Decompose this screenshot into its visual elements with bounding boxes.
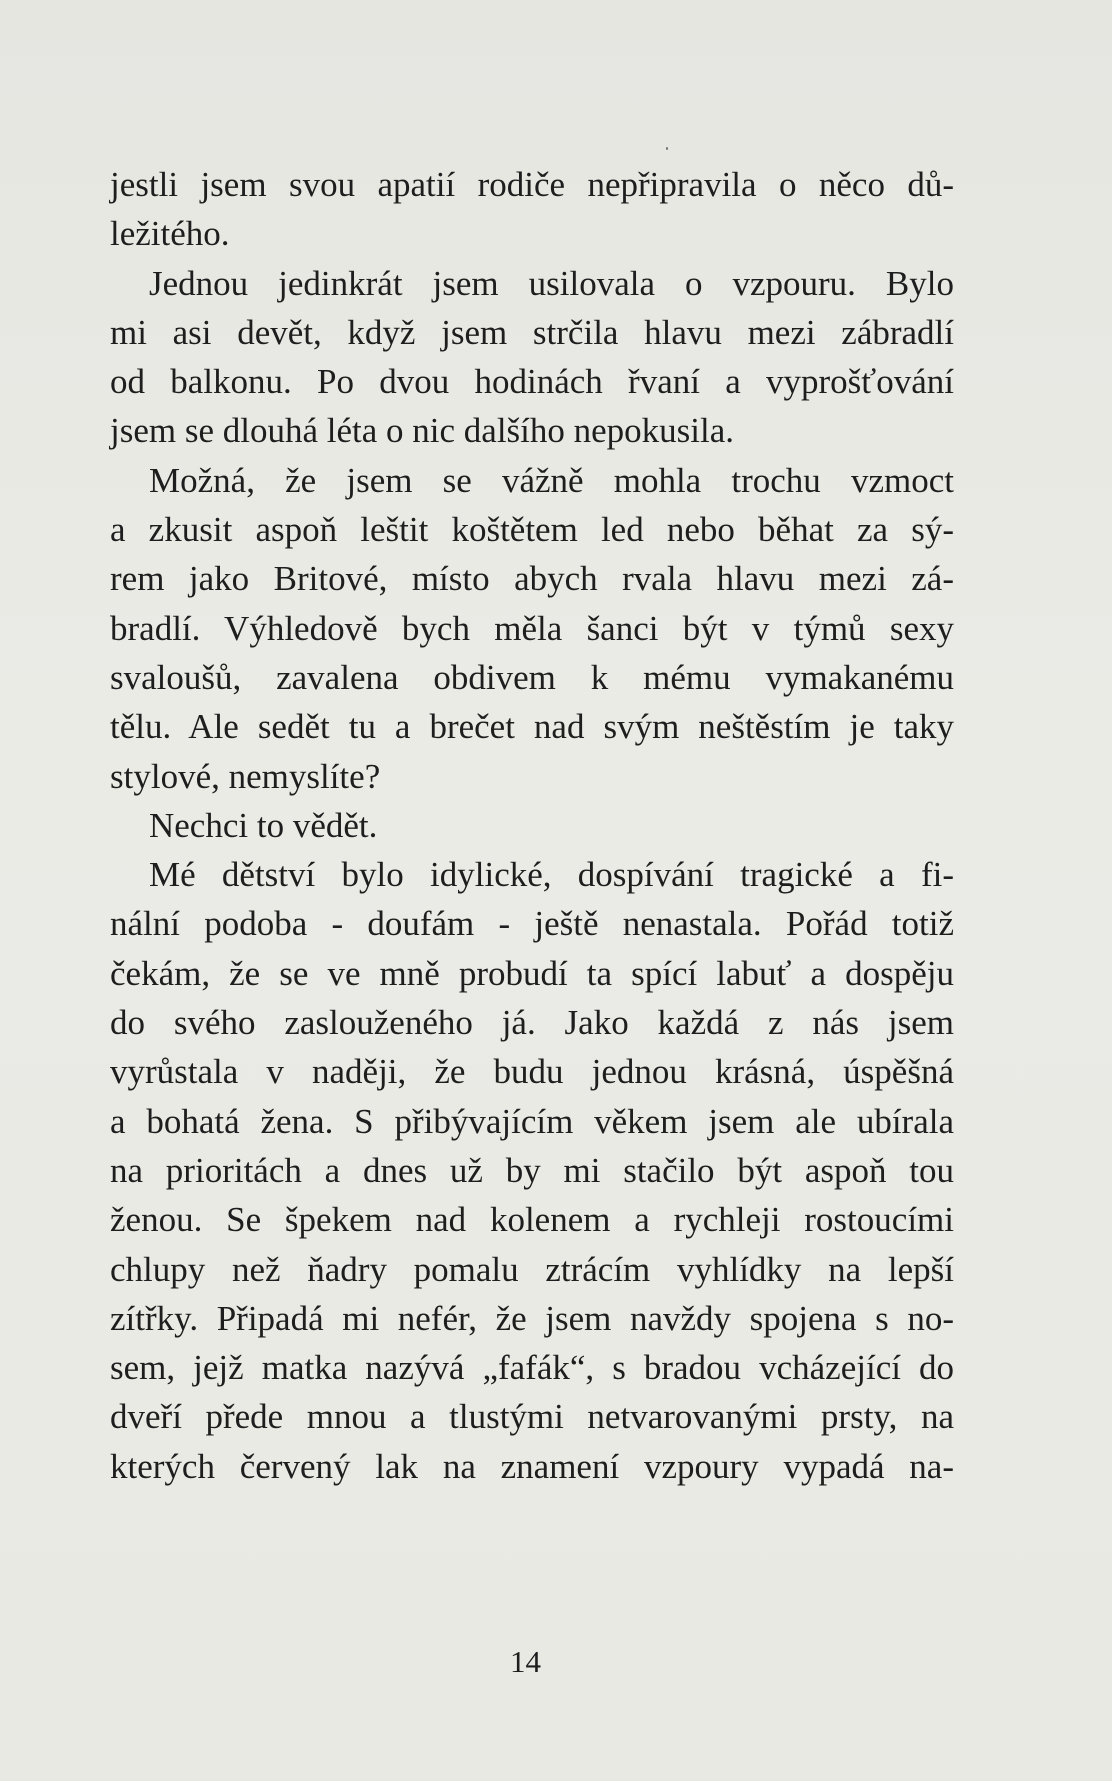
text-line: ležitého.: [110, 214, 230, 254]
text-line: na prioritách a dnes už by mi stačilo být aspoň tou: [110, 1150, 954, 1190]
paper-speck: [666, 147, 668, 150]
text-line: Mé dětství bylo idylické, dospívání tragické a fi-: [149, 855, 954, 895]
text-line: tělu. Ale sedět tu a brečet nad svým neštěstím je taky: [110, 707, 954, 747]
text-line: od balkonu. Po dvou hodinách řvaní a vyprošťování: [110, 362, 954, 402]
body-text: [110, 160, 954, 1491]
text-line: zítřky. Připadá mi nefér, že jsem navždy spojena s no-: [110, 1298, 954, 1338]
text-line: dveří přede mnou a tlustými netvarovanými prsty, na: [110, 1397, 954, 1437]
text-line: sem, jejž matka nazývá „fafák“, s bradou vcházející do: [110, 1348, 954, 1388]
text-line: vyrůstala v naději, že budu jednou krásná, úspěšná: [110, 1052, 954, 1092]
text-line: Možná, že jsem se vážně mohla trochu vzmoct: [149, 460, 954, 500]
text-line: chlupy než ňadry pomalu ztrácím vyhlídky na lepší: [110, 1249, 954, 1289]
text-line: ženou. Se špekem nad kolenem a rychleji rostoucími: [110, 1200, 954, 1240]
text-line: jestli jsem svou apatií rodiče nepřipravila o něco dů-: [110, 165, 954, 204]
text-line: nální podoba - doufám - ještě nenastala. Pořád totiž: [110, 904, 954, 944]
text-line: bradlí. Výhledově bych měla šanci být v týmů sexy: [110, 608, 954, 648]
text-line: stylové, nemyslíte?: [110, 756, 381, 796]
text-line: Jednou jedinkrát jsem usilovala o vzpouru. Bylo: [149, 263, 954, 303]
page-number: 14: [510, 1644, 541, 1679]
text-line: kterých červený lak na znamení vzpoury vypadá na-: [110, 1446, 954, 1486]
text-line: rem jako Britové, místo abych rvala hlavu mezi zá-: [110, 559, 954, 599]
text-line: mi asi devět, když jsem strčila hlavu mezi zábradlí: [110, 312, 954, 352]
text-line: a bohatá žena. S přibývajícím věkem jsem ale ubírala: [110, 1101, 954, 1141]
text-line: a zkusit aspoň leštit koštětem led nebo běhat za sý-: [110, 510, 954, 550]
text-line: do svého zaslouženého já. Jako každá z nás jsem: [110, 1003, 954, 1043]
text-line: svaloušů, zavalena obdivem k mému vymakanému: [110, 657, 954, 697]
text-line: čekám, že se ve mně probudí ta spící labuť a dospěju: [110, 953, 954, 993]
text-line: Nechci to vědět.: [149, 805, 378, 845]
text-line: jsem se dlouhá léta o nic dalšího nepokusila.: [110, 411, 735, 451]
